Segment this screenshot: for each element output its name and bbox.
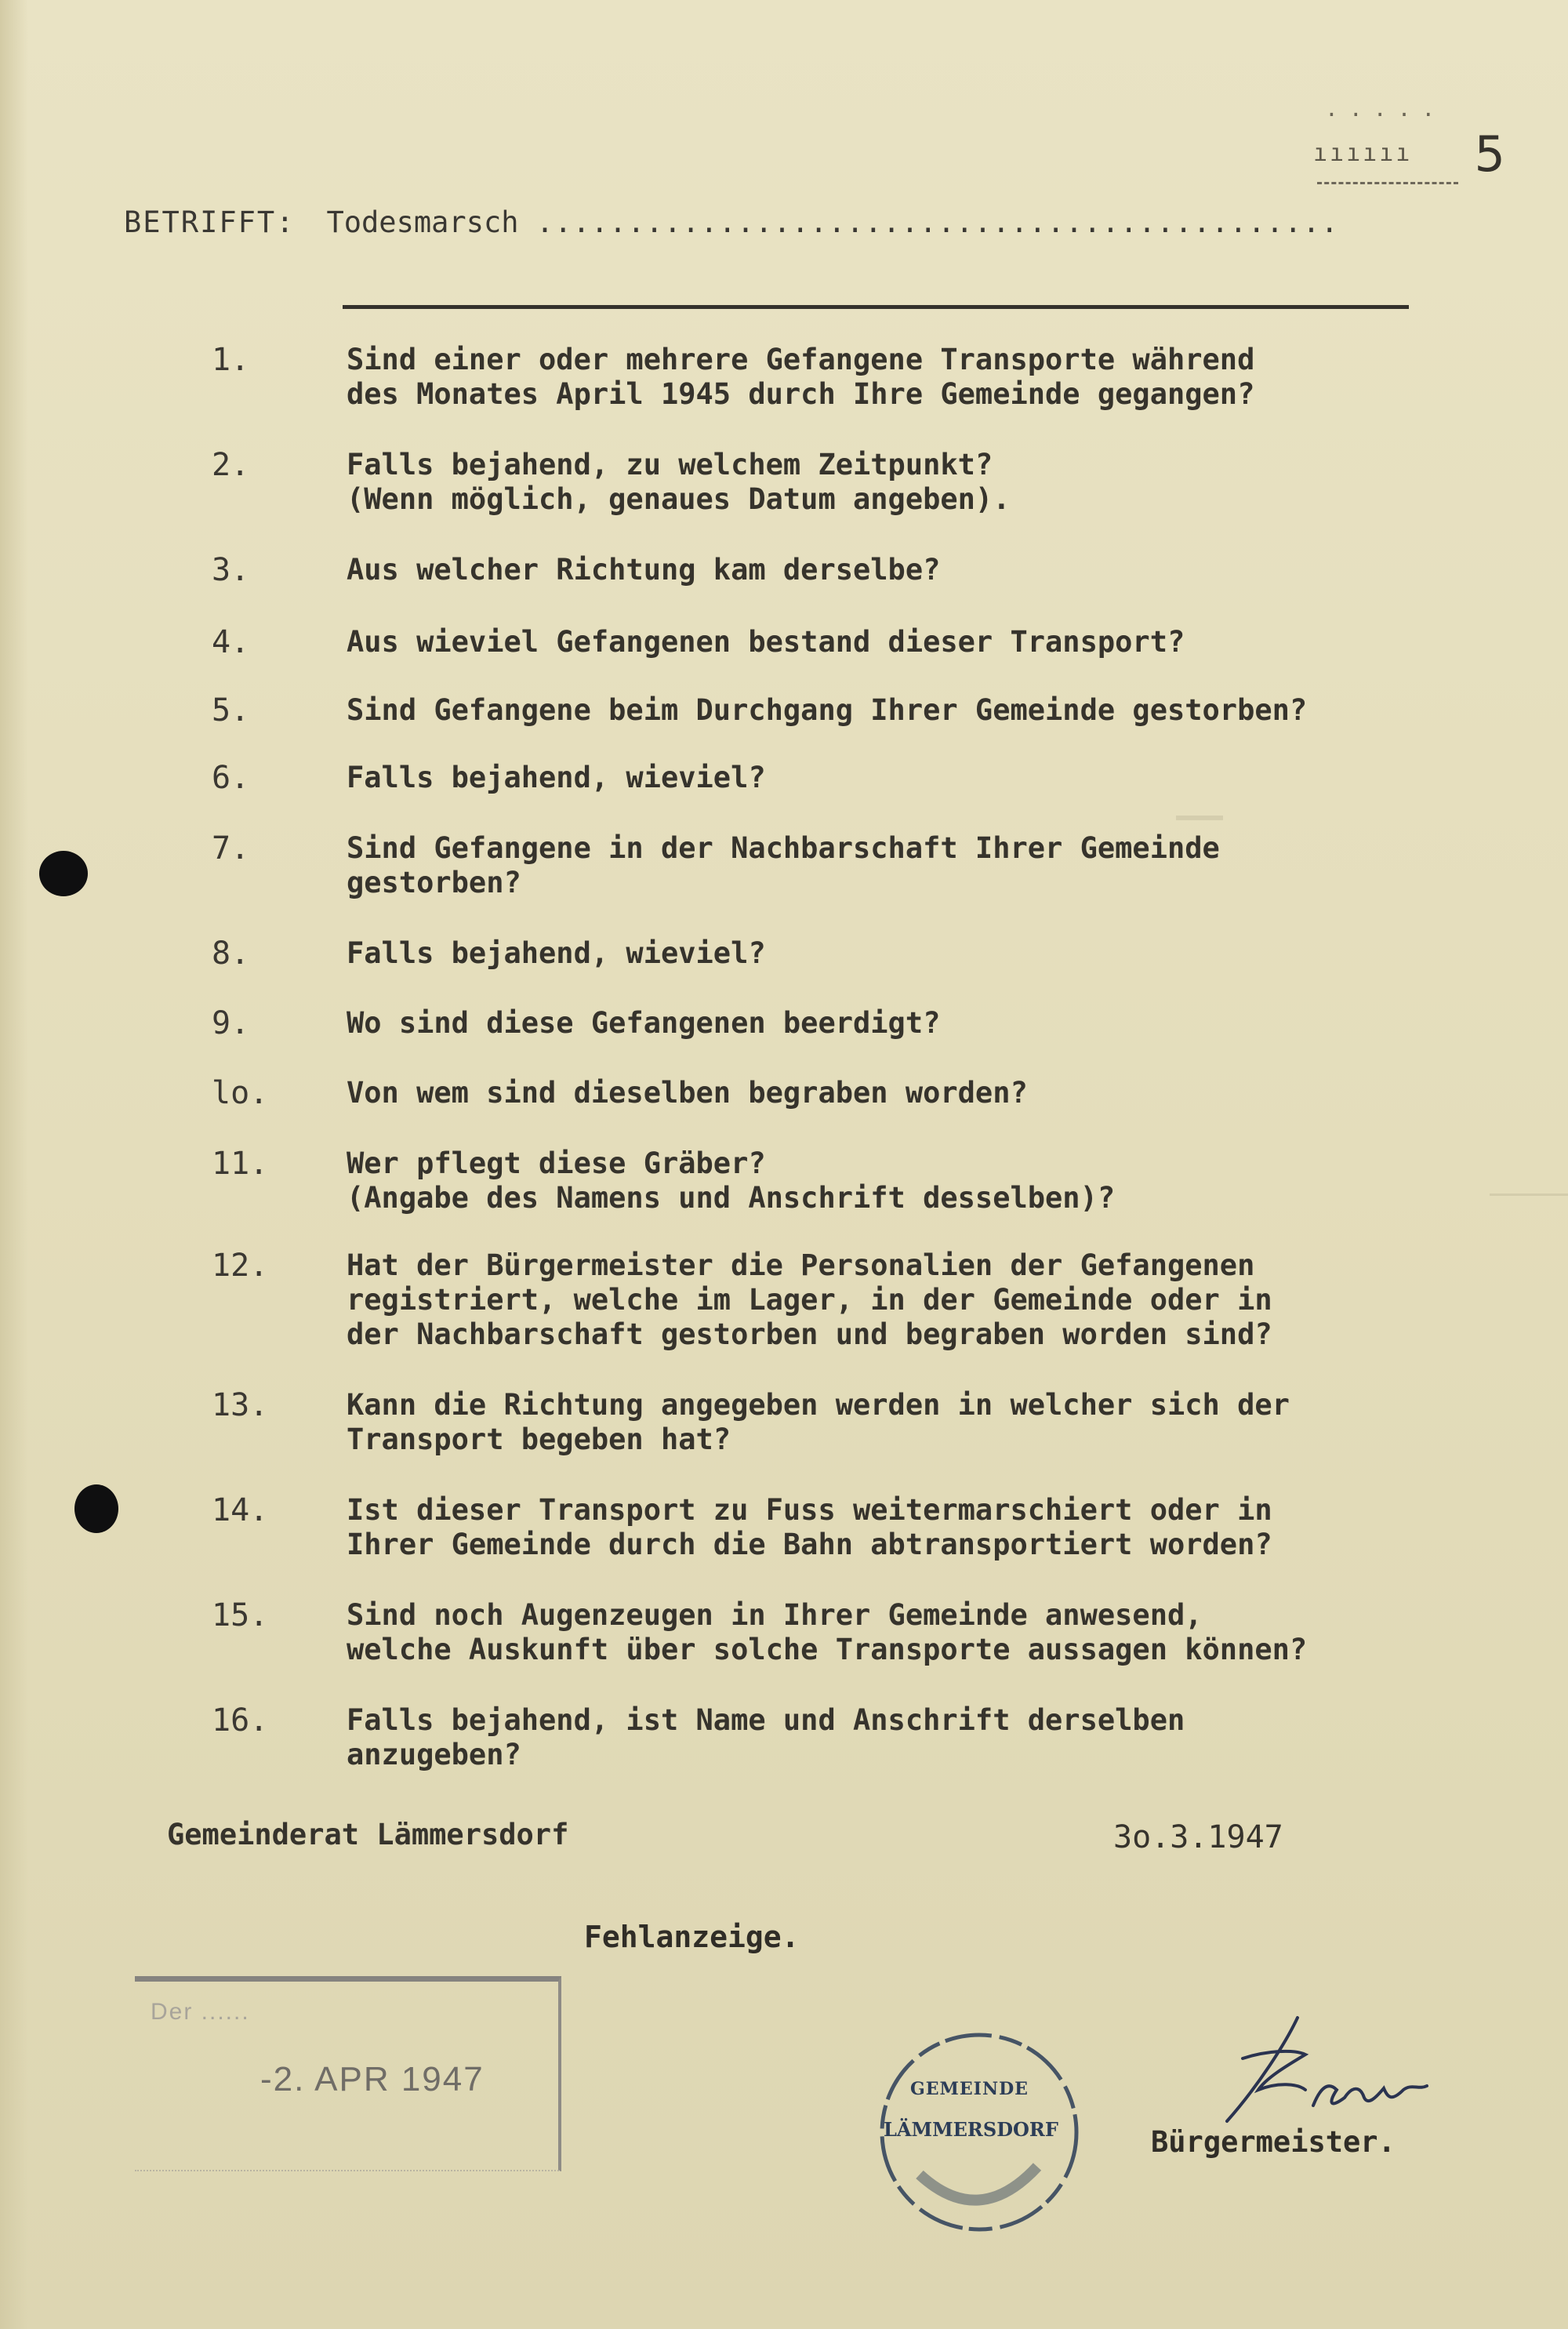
question-number: 3. [212, 552, 250, 588]
question-number: 12. [212, 1248, 269, 1284]
question-number: lo. [212, 1075, 269, 1111]
question-number: 16. [212, 1702, 269, 1739]
question-number: 8. [212, 936, 250, 972]
question-number: 1. [212, 342, 250, 378]
seal-line-2: LÄMMERSDORF [884, 2118, 1058, 2141]
punch-hole-icon [74, 1484, 118, 1533]
question-text: Wer pflegt diese Gräber? (Angabe des Namens und Anschrift desselben)? [347, 1146, 1116, 1215]
subject-label: BETRIFFT: [124, 205, 296, 239]
question-text: Kann die Richtung angegeben werden in welcher sich der Transport begeben hat? [347, 1388, 1290, 1456]
question-number: 4. [212, 624, 250, 660]
question-text: Sind einer oder mehrere Gefangene Transporte während des Monates April 1945 durch Ihre Gemeinde gegangen? [347, 343, 1255, 411]
header-rule [343, 305, 1409, 309]
question-number: 7. [212, 830, 250, 867]
seal-line-1: GEMEINDE [910, 2079, 1029, 2099]
question-text: Sind Gefangene beim Durchgang Ihrer Gemeinde gestorben? [347, 693, 1308, 727]
municipal-seal [873, 2026, 1086, 2239]
question-number: 15. [212, 1597, 269, 1633]
mayor-signature-icon [1211, 2011, 1462, 2137]
question-number: 9. [212, 1005, 250, 1041]
paper-edge [0, 0, 28, 2329]
received-stamp-header: Der ...... [151, 1999, 250, 2025]
question-number: 5. [212, 692, 250, 728]
question-text: Falls bejahend, wieviel? [347, 936, 766, 970]
question-text: Von wem sind dieselben begraben worden? [347, 1076, 1028, 1110]
document-date: 3o.3.1947 [1113, 1819, 1283, 1855]
question-text: Sind noch Augenzeugen in Ihrer Gemeinde anwesend, welche Auskunft über solche Transporte aussagen können? [347, 1598, 1308, 1666]
received-stamp [135, 1976, 561, 2171]
received-stamp-date: -2. APR 1947 [260, 2060, 485, 2098]
question-text: Falls bejahend, ist Name und Anschrift derselben anzugeben? [347, 1703, 1185, 1771]
page-number: 5 [1474, 125, 1505, 183]
question-text: Falls bejahend, wieviel? [347, 761, 766, 794]
mayor-title: Bürgermeister. [1151, 2125, 1396, 2159]
subject-line [124, 205, 1339, 239]
punch-hole-icon [39, 851, 88, 896]
header-dash [1317, 182, 1458, 184]
subject-value: Todesmarsch [326, 205, 519, 239]
council-name: Gemeinderat Lämmersdorf [167, 1818, 569, 1851]
question-text: Hat der Bürgermeister die Personalien der Gefangenen registriert, welche im Lager, in der Gemeinde oder in der Nachbarschaft gestorben und begraben worden sind? [347, 1248, 1272, 1351]
question-number: 11. [212, 1146, 269, 1182]
question-text: Wo sind diese Gefangenen beerdigt? [347, 1006, 941, 1040]
paper-scuff [1176, 816, 1223, 820]
question-number: 2. [212, 447, 250, 483]
top-dots: ..... [1325, 96, 1446, 122]
subject-dots: ............................................ [535, 205, 1339, 239]
question-text: Ist dieser Transport zu Fuss weitermarschiert oder in Ihrer Gemeinde durch die Bahn abtransportiert worden? [347, 1493, 1272, 1561]
question-number: 13. [212, 1387, 269, 1423]
question-text: Falls bejahend, zu welchem Zeitpunkt? (Wenn möglich, genaues Datum angeben). [347, 448, 1011, 516]
question-number: 6. [212, 760, 250, 796]
question-text: Aus wieviel Gefangenen bestand dieser Transport? [347, 625, 1185, 659]
question-number: 14. [212, 1492, 269, 1528]
question-text: Aus welcher Richtung kam derselbe? [347, 553, 941, 587]
nil-return-note: Fehlanzeige. [584, 1920, 800, 1954]
question-text: Sind Gefangene in der Nachbarschaft Ihrer Gemeinde gestorben? [347, 831, 1220, 899]
header-ticks: ıııııı [1313, 140, 1413, 167]
